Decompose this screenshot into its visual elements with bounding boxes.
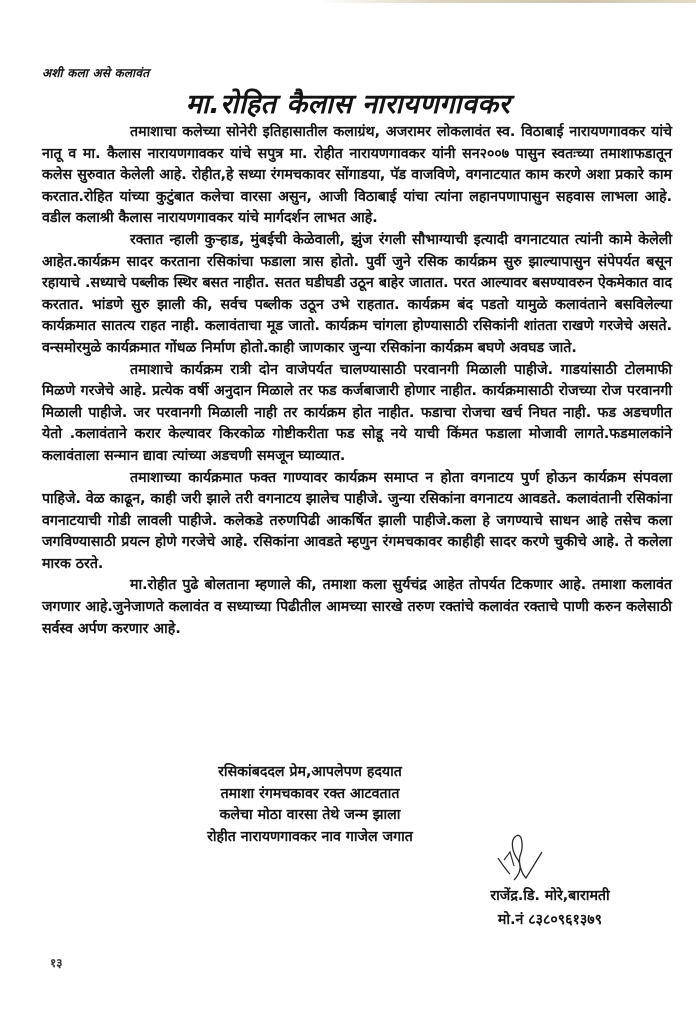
article-body [42, 122, 672, 640]
page-title: मा.रोहित कैलास नारायणगावकर [185, 89, 511, 120]
paragraph: तमाशाचे कार्यक्रम रात्री दोन वाजेपर्यत चालण्यासाठी परवानगी मिळाली पाहीजे. गाडयांसाठी टोलमाफी मिळणे गरजेचे आहे. प्रत्येक वर्षी अनुदान मिळाले तर फड कर्जबाजारी होणार नाहीत. कार्यक्रमासाठी रोजच्या रोज परवानगी मिळाली पाहीजे. जर परवानगी मिळाली नाही तर कार्यक्रम होत नाहीत. फडाचा रोजचा खर्च निघत नाही. फड अडचणीत येतो .कलावंताने करार केल्यावर किरकोळ गोष्टीकरीता फड सोडू नये याची किंमत फडाला मोजावी लागते.फडमालकांने कलावंताला सन्मान द्यावा त्यांच्या अडचणी समजून घ्याव्यात. [42, 361, 672, 464]
poem-line: रोहीत नारायणगावकर नाव गाजेल जगात [207, 828, 413, 845]
author-phone: मो.नं ८३८०९६१३७९ [497, 912, 603, 928]
scan-edge-shadow [320, 0, 696, 3]
signature [430, 830, 670, 890]
poem-line: कलेचा मोठा वारसा तेथे जन्म झाला [219, 807, 401, 824]
poem-line: तमाशा रंगमचकावर रक्त आटवतात [220, 785, 400, 802]
poem [160, 762, 460, 848]
author-name: राजेंद्र.डि. मोरे,बारामती [490, 888, 610, 904]
author-block [430, 884, 670, 932]
signature-icon [496, 830, 556, 888]
paragraph: तमाशाचा कलेच्या सोनेरी इतिहासातील कलाग्रंथ, अजरामर लोकलावंत स्व. विठाबाई नारायणगावकर यांचे नातू व मा. कैलास नारायणगावकर यांचे सपुत्र मा. रोहीत नारायणगावकर यांनी सन२००७ पासुन स्वतःच्या तमाशाफडातून कलेस सुरुवात केलेली आहे. रोहीत,हे सध्या रंगमचकावर सोंगाडया, पॅड वाजविणे, वगनाटयात काम करणे अशा प्रकारे काम करतात.रोहित यांच्या कुटुंबात कलेचा वारसा असुन, आजी विठाबाई यांचा त्यांना लहानपणापासुन सहवास लाभला आहे. वडील कलाश्री कैलास नारायणगावकर यांचे मार्गदर्शन लाभत आहे. [42, 124, 672, 227]
series-label: अशी कला असे कलावंत [42, 66, 150, 80]
paragraph: मा.रोहीत पुढे बोलताना म्हणाले की, तमाशा कला सुर्यचंद्र आहेत तोपर्यत टिकणार आहे. तमाशा कलावंत जगणार आहे.जुनेजाणते कलावंत व सध्याच्या पिढीतील आमच्या सारखे तरुण रक्तांचे कलावंत रक्ताचे पाणी करुन कलेसाठी सर्वस्व अर्पण करणार आहे. [42, 577, 672, 637]
page-number: १३ [50, 956, 63, 970]
paragraph: तमाशाच्या कार्यक्रमात फक्त गाण्यावर कार्यक्रम समाप्त न होता वगनाटय पुर्ण होऊन कार्यक्रम संपवला पाहिजे. वेळ काढून, काही जरी झाले तरी वगनाटय झालेच पाहीजे. जुन्या रसिकांना वगनाटय आवडते. कलावंतानी रसिकांना वगनाटयाची गोडी लावली पाहीजे. कलेकडे तरुणपिढी आकर्षित झाली पाहीजे.कला हे जगण्याचे साधन आहे तसेच कला जगविण्यासाठी प्रयत्न होणे गरजेचे आहे. रसिकांना आवडते म्हणुन रंगमचकावर काहीही सादर करणे चुकीचे आहे. ते कलेला मारक ठरते. [42, 469, 672, 572]
poem-line: रसिकांबददल प्रेम,आपलेपण हदयात [218, 764, 402, 780]
paragraph: रक्तात न्हाली कुऱ्हाड, मुंबईची केळेवाली, झुंज रंगली सौभाग्याची इत्यादी वगनाटयात त्यांनी कामे केलेली आहेत.कार्यक्रम सादर करताना रसिकांचा फडाला त्रास होतो. पुर्वी जुने रसिक कार्यक्रम सुरु झाल्यापासुन संपेपर्यत बसून रहायाचे .सध्याचे पब्लीक स्थिर बसत नाहीत. सतत घडीघडी उठून बाहेर जातात. परत आल्यावर बसण्यावरुन ऐकमेकात वाद करतात. भांडणे सुरु झाली की, सर्वच पब्लीक उठून उभे राहतात. कार्यक्रम बंद पडतो यामुळे कलावंताने बसविलेल्या कार्यक्रमात सातत्य राहत नाही. कलावंताचा मूड जातो. कार्यक्रम चांगला होण्यासाठी रसिकांनी शांतता राखणे गरजेचे असते. वन्समोरमुळे कार्यक्रमात गोंधळ निर्माण होतो.काही जाणकार जुन्या रसिकांना कार्यक्रम बघणे अवघड जाते. [42, 231, 672, 356]
